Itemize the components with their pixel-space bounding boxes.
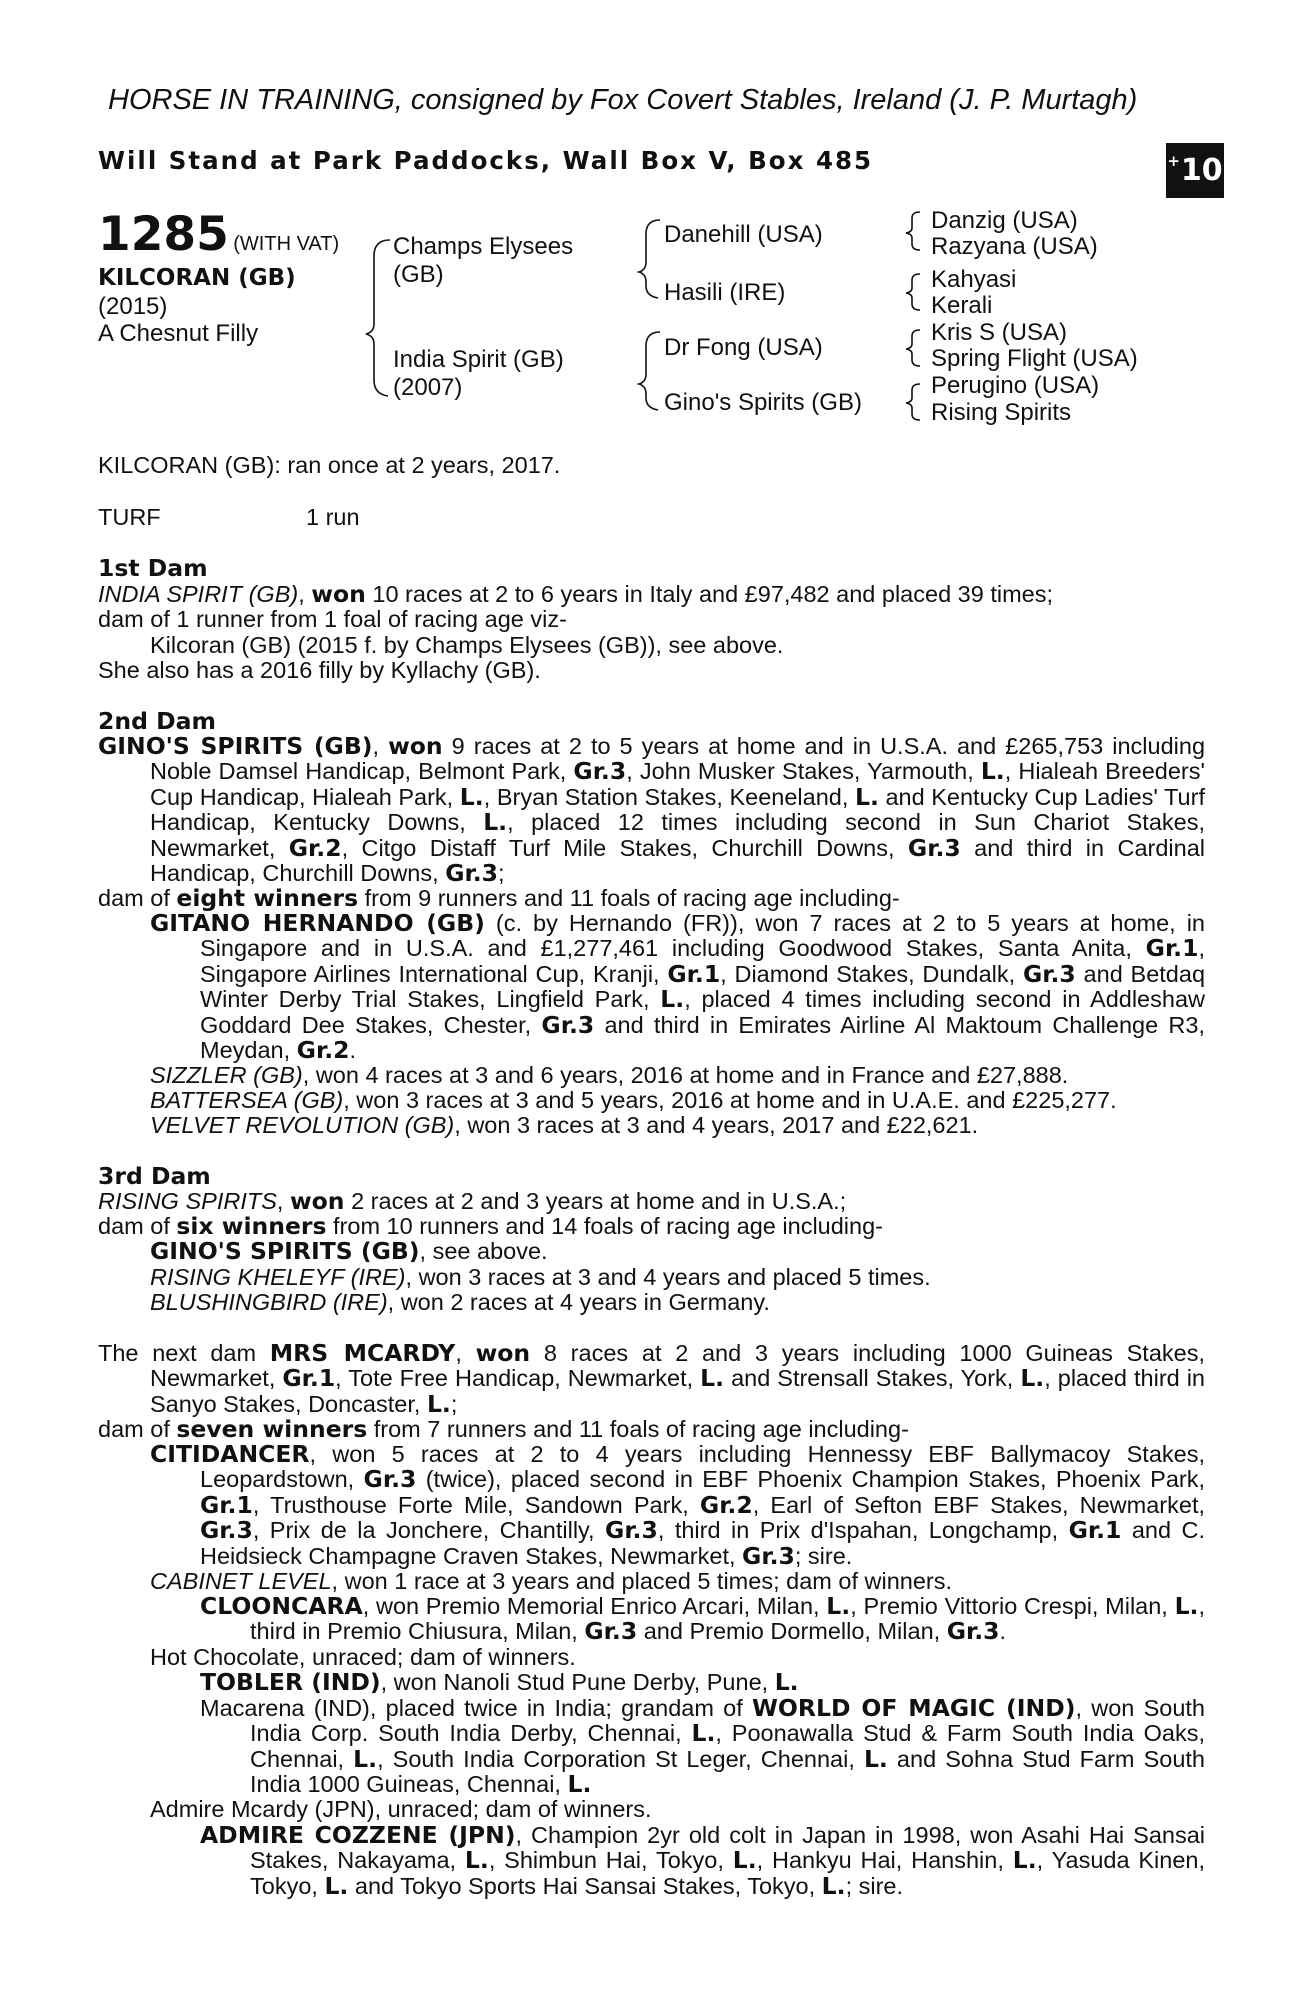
sire-dam: Hasili (IRE)	[664, 279, 786, 306]
admire-mcardy-line: Admire Mcardy (JPN), unraced; dam of winners.	[150, 1796, 652, 1822]
grade: L.	[774, 1668, 799, 1696]
dam-dam: Gino's Spirits (GB)	[664, 389, 862, 416]
text: , won 3 races at 3 and 5 years, 2016 at home and in U.A.E. and £225,277.	[343, 1087, 1117, 1113]
first-dam-text: 10 races at 2 to 6 years in Italy and £97,482 and placed 39 times;	[365, 581, 1054, 607]
text: , placed 4 times including second in Addleshaw Goddard Dee Stakes, Chester,	[200, 986, 1205, 1038]
page-title: HORSE IN TRAINING, consigned by Fox Covert Stables, Ireland (J. P. Murtagh)	[108, 84, 1138, 116]
grade: Gr.2	[699, 1490, 753, 1519]
grade: L.	[826, 1592, 851, 1620]
first-dam-line3: Kilcoran (GB) (2015 f. by Champs Elysees (GB)), see above.	[150, 632, 784, 658]
citidancer-name: CITIDANCER	[150, 1440, 310, 1468]
next-dam-paragraph: The next dam MRS MCARDY, won 8 races at 2 and 3 years including 1000 Guineas Stakes, Newmarket, Gr.1, Tote Free Handicap, Newmarket, L. and Strensall Stakes, York, L., placed third in Sanyo Stakes, Doncaster, L.;	[98, 1339, 1205, 1418]
text: , won 2 races at 4 years in Germany.	[387, 1289, 770, 1315]
hot-chocolate-line: Hot Chocolate, unraced; dam of winners.	[150, 1644, 576, 1670]
kheleyf-line	[150, 1265, 931, 1290]
bracket-sire	[639, 220, 660, 298]
text: , John Musker Stakes, Yarmouth,	[626, 758, 981, 785]
text: and Sohna Stud Farm South India 1000 Guineas, Chennai,	[250, 1745, 1205, 1798]
text: , South India Corporation St Leger, Chennai,	[377, 1745, 864, 1772]
first-dam-line1: INDIA SPIRIT (GB), won 10 races at 2 to 6 years in Italy and £97,482 and placed 39 times;	[98, 580, 1054, 608]
grade: Gr.3	[573, 757, 627, 786]
text: , see above.	[419, 1238, 548, 1264]
clooncara-name: CLOONCARA	[200, 1592, 363, 1620]
text: ; sire.	[845, 1872, 904, 1899]
text: , won Premio Memorial Enrico Arcari, Milan,	[362, 1593, 827, 1619]
text: , won 1 race at 3 years and placed 5 times; dam of winners.	[331, 1568, 953, 1594]
surface-runs: 1 run	[306, 504, 360, 530]
badge-number: 10	[1180, 153, 1223, 188]
sizzler-line	[150, 1063, 1068, 1088]
battersea-line	[150, 1088, 1117, 1113]
stand-location: Will Stand at Park Paddocks, Wall Box V, Box 485	[98, 146, 874, 175]
bracket-dd	[906, 384, 920, 420]
won-label: won	[289, 1187, 345, 1215]
text: , won 4 races at 3 and 6 years, 2016 at home and in France and £27,888.	[302, 1062, 1069, 1088]
grade: L.	[483, 808, 508, 837]
text: dam of	[98, 1213, 177, 1239]
first-dam-heading: 1st Dam	[98, 554, 208, 582]
grade: L.	[700, 1364, 725, 1393]
text: and Betdaq Winter Derby Trial Stakes, Lingfield Park,	[200, 960, 1206, 1013]
text: and Tokyo Sports Hai Sansai Stakes, Tokyo,	[348, 1872, 822, 1899]
winners-count: seven winners	[176, 1415, 368, 1443]
text: ;	[450, 1390, 458, 1417]
text: ;	[498, 860, 505, 887]
grade: L.	[459, 782, 484, 811]
text: and Strensall Stakes, York,	[724, 1365, 1021, 1392]
text: , third in Prix d'Ispahan, Longchamp,	[657, 1517, 1069, 1544]
badge-plus: +	[1167, 151, 1180, 170]
horse-name: KILCORAN (GB)	[98, 265, 296, 291]
grade: L.	[821, 1871, 846, 1900]
next-dam-name: MRS MCARDY	[269, 1339, 456, 1367]
grade: L.	[863, 1744, 888, 1773]
grade: Gr.3	[584, 1617, 638, 1646]
bracket-ss	[906, 212, 920, 250]
tobler-line	[200, 1670, 799, 1695]
surface-label: TURF	[98, 504, 161, 530]
gino-line	[150, 1239, 548, 1264]
text: , third in Premio Chiusura, Milan,	[250, 1593, 1205, 1645]
text: , Trusthouse Forte Mile, Sandown Park,	[252, 1491, 700, 1518]
text: , Tote Free Handicap, Newmarket,	[335, 1365, 701, 1392]
grade: Gr.1	[200, 1490, 253, 1519]
first-dam-line2: dam of 1 runner from 1 foal of racing age viz-	[98, 606, 567, 632]
text: .	[999, 1618, 1007, 1645]
tobler-name: TOBLER (IND)	[200, 1668, 381, 1696]
third-dam-name: RISING SPIRITS	[98, 1188, 277, 1214]
horse-year: (2015)	[98, 293, 168, 320]
grade: L.	[854, 782, 879, 811]
grade: Gr.3	[742, 1541, 795, 1570]
grade: Gr.3	[946, 1617, 1000, 1646]
text: , won Nanoli Stud Pune Derby, Pune,	[380, 1669, 775, 1695]
battersea-name: BATTERSEA (GB)	[150, 1087, 344, 1113]
sds: Kahyasi	[931, 266, 1017, 293]
dsd: Spring Flight (USA)	[931, 345, 1138, 372]
clooncara-paragraph	[200, 1594, 1205, 1645]
sss: Danzig (USA)	[931, 207, 1078, 234]
text: (c. by Hernando (FR)), won 7 races at 2 to 5 years at home, in Singapore and in U.S.A. and £1,277,461 including Goodwood Stakes, Santa Anita,	[200, 910, 1206, 962]
pedigree-brackets	[0, 0, 1314, 460]
text: The next dam	[98, 1340, 270, 1366]
velvet-name: VELVET REVOLUTION (GB)	[150, 1112, 455, 1138]
text: 8 races at 2 and 3 years including 1000 Guineas Stakes, Newmarket,	[150, 1340, 1205, 1392]
grade: Gr.3	[907, 833, 961, 862]
grade: Gr.1	[282, 1364, 336, 1393]
text: , Diamond Stakes, Dundalk,	[720, 960, 1023, 987]
gitano-paragraph	[150, 911, 1205, 1063]
grade: Gr.3	[445, 859, 498, 888]
grade: Gr.1	[1068, 1516, 1122, 1545]
dam-year: (2007)	[393, 374, 463, 401]
text: , Yasuda Kinen, Tokyo,	[250, 1847, 1205, 1899]
world-of-magic-name: WORLD OF MAGIC (IND)	[752, 1694, 1076, 1722]
text: , placed 12 times including second in Sun Chariot Stakes, Newmarket,	[150, 809, 1205, 861]
text: , Poonawalla Stud & Farm South India Oaks, Chennai,	[250, 1720, 1206, 1772]
race-record-summary: KILCORAN (GB): ran once at 2 years, 2017.	[98, 452, 561, 478]
bracket-ds	[906, 330, 920, 366]
text: , Prix de la Jonchere, Chantilly,	[252, 1517, 606, 1544]
text: and third in Emirates Airline Al Maktoum Challenge R3, Meydan,	[200, 1011, 1205, 1064]
sire-sire: Danehill (USA)	[664, 221, 823, 248]
won-label: won	[311, 580, 366, 608]
grade: L.	[426, 1389, 451, 1418]
grade: L.	[567, 1770, 592, 1799]
grade: L.	[1020, 1364, 1045, 1393]
horse-description: A Chesnut Filly	[98, 320, 259, 347]
gitano-name: GITANO HERNANDO (GB)	[150, 909, 485, 937]
blushingbird-line	[150, 1290, 770, 1315]
second-dam-heading: 2nd Dam	[98, 707, 216, 735]
grade: L.	[732, 1846, 757, 1875]
grade: Gr.2	[296, 1036, 350, 1065]
sire-name: Champs Elysees	[393, 233, 574, 260]
grade: Gr.3	[541, 1010, 595, 1039]
next-dam-produce-line	[98, 1417, 909, 1442]
sire-country: (GB)	[393, 261, 444, 288]
text: 2 races at 2 and 3 years at home and in U.S.A.;	[344, 1188, 847, 1214]
blushingbird-name: BLUSHINGBIRD (IRE)	[150, 1289, 388, 1315]
grade: L.	[353, 1744, 378, 1773]
text: , Citgo Distaff Turf Mile Stakes, Churchill Downs,	[341, 834, 908, 861]
third-dam-line1: RISING SPIRITS, won 2 races at 2 and 3 years at home and in U.S.A.;	[98, 1187, 847, 1215]
text: , won 3 races at 3 and 4 years and placed 5 times.	[405, 1264, 931, 1290]
text: and C. Heidsieck Champagne Craven Stakes, Newmarket,	[200, 1517, 1205, 1569]
winners-count: eight winners	[176, 884, 359, 912]
text: , Bryan Station Stakes, Keeneland,	[483, 783, 855, 810]
text: dam of	[98, 885, 177, 911]
text: 9 races at 2 to 5 years at home and in U.S.A. and £265,753 including Noble Damsel Handicap, Belmont Park,	[150, 733, 1206, 785]
sizzler-name: SIZZLER (GB)	[150, 1062, 303, 1088]
text: , Premio Vittorio Crespi, Milan,	[850, 1593, 1175, 1619]
text: , won 3 races at 3 and 4 years, 2017 and £22,621.	[454, 1112, 979, 1138]
macarena-paragraph	[200, 1696, 1205, 1798]
admire-cozzene-name: ADMIRE COZZENE (JPN)	[200, 1821, 516, 1849]
winners-count: six winners	[176, 1212, 327, 1240]
text: and third in Cardinal Handicap, Churchill Downs,	[150, 834, 1205, 887]
second-dam-paragraph: GINO'S SPIRITS (GB), won 9 races at 2 to 5 years at home and in U.S.A. and £265,753 including Noble Damsel Handicap, Belmont Park, Gr.3, John Musker Stakes, Yarmouth, L., Hialeah Breeders' Cup Handicap, Hialeah Park, L., Bryan Station Stakes, Keeneland, L. and Kentucky Cup Ladies' Turf Handicap, Kentucky Downs, L., placed 12 times including second in Sun Chariot Stakes, Newmarket, Gr.2, Citgo Distaff Turf Mile Stakes, Churchill Downs, Gr.3 and third in Cardinal Handicap, Churchill Downs, Gr.3;	[98, 732, 1206, 888]
grade: Gr.2	[288, 833, 342, 862]
text: from 10 runners and 14 foals of racing age including-	[326, 1213, 883, 1239]
velvet-line	[150, 1113, 978, 1138]
text: from 7 runners and 11 foals of racing age including-	[367, 1416, 909, 1442]
grade: Gr.3	[200, 1516, 253, 1545]
cabinet-level-line	[150, 1569, 952, 1594]
bracket-dam	[639, 332, 660, 410]
bracket-sire-dam	[366, 240, 390, 396]
grade: Gr.3	[605, 1516, 658, 1545]
lot-vat: (WITH VAT)	[233, 233, 340, 255]
text: , won South India Corp. South India Derby, Chennai,	[250, 1695, 1206, 1747]
dds: Perugino (USA)	[931, 372, 1100, 399]
second-dam-name: GINO'S SPIRITS (GB)	[98, 732, 373, 760]
second-dam-produce-line	[98, 886, 900, 911]
first-dam-line4: She also has a 2016 filly by Kyllachy (GB).	[98, 657, 541, 683]
text: , Hialeah Breeders' Cup Handicap, Hialeah Park,	[150, 758, 1205, 810]
third-dam-produce-line	[98, 1214, 883, 1239]
admire-cozzene-paragraph	[200, 1823, 1205, 1899]
ddd: Rising Spirits	[931, 399, 1072, 426]
grade: L.	[464, 1846, 489, 1875]
grade: L.	[691, 1719, 716, 1748]
ssd: Razyana (USA)	[931, 233, 1098, 260]
grade: Gr.1	[1145, 934, 1199, 963]
sdd: Kerali	[931, 292, 993, 319]
won-label: won	[388, 732, 443, 760]
text: ; sire.	[794, 1542, 853, 1569]
grade: L.	[980, 757, 1005, 786]
text: , Shimbun Hai, Tokyo,	[488, 1847, 733, 1874]
grade: L.	[1012, 1846, 1037, 1875]
kheleyf-name: RISING KHELEYF (IRE)	[150, 1264, 406, 1290]
won-label: won	[475, 1339, 531, 1367]
grade: L.	[324, 1871, 349, 1900]
grade: Gr.1	[667, 959, 721, 988]
text: dam of	[98, 1416, 177, 1442]
grade: L.	[660, 985, 685, 1014]
first-dam-name: INDIA SPIRIT (GB)	[98, 581, 299, 607]
dss: Kris S (USA)	[931, 319, 1068, 346]
text: from 9 runners and 11 foals of racing age including-	[358, 885, 900, 911]
text: , Earl of Sefton EBF Stakes, Newmarket,	[752, 1491, 1206, 1518]
citidancer-paragraph	[150, 1442, 1205, 1569]
text: and Premio Dormello, Milan,	[637, 1618, 947, 1645]
text: (twice), placed second in EBF Phoenix Champion Stakes, Phoenix Park,	[416, 1466, 1205, 1493]
text: .	[349, 1037, 357, 1064]
text: and Kentucky Cup Ladies' Turf Handicap, Kentucky Downs,	[150, 783, 1205, 836]
bracket-sd	[906, 274, 920, 310]
third-dam-heading: 3rd Dam	[98, 1162, 211, 1190]
grade: L.	[1174, 1592, 1199, 1620]
grade: Gr.3	[363, 1465, 417, 1494]
text: , won 5 races at 2 to 4 years including Hennessy EBF Ballymacoy Stakes, Leopardstown,	[200, 1441, 1205, 1493]
dam-name: India Spirit (GB)	[393, 346, 564, 373]
lot-number: 1285	[98, 207, 229, 262]
gino-name: GINO'S SPIRITS (GB)	[150, 1237, 420, 1265]
dam-sire: Dr Fong (USA)	[664, 334, 823, 361]
text: , Hankyu Hai, Hanshin,	[756, 1847, 1013, 1874]
text: , Champion 2yr old colt in Japan in 1998, won Asahi Hai Sansai Stakes, Nakayama,	[250, 1822, 1205, 1874]
grade: Gr.3	[1022, 959, 1076, 988]
text: , Singapore Airlines International Cup, Kranji,	[200, 935, 1205, 987]
text: , placed third in Sanyo Stakes, Doncaster,	[150, 1365, 1205, 1417]
cabinet-level-name: CABINET LEVEL	[150, 1568, 332, 1594]
text: Macarena (IND), placed twice in India; grandam of	[200, 1695, 753, 1721]
